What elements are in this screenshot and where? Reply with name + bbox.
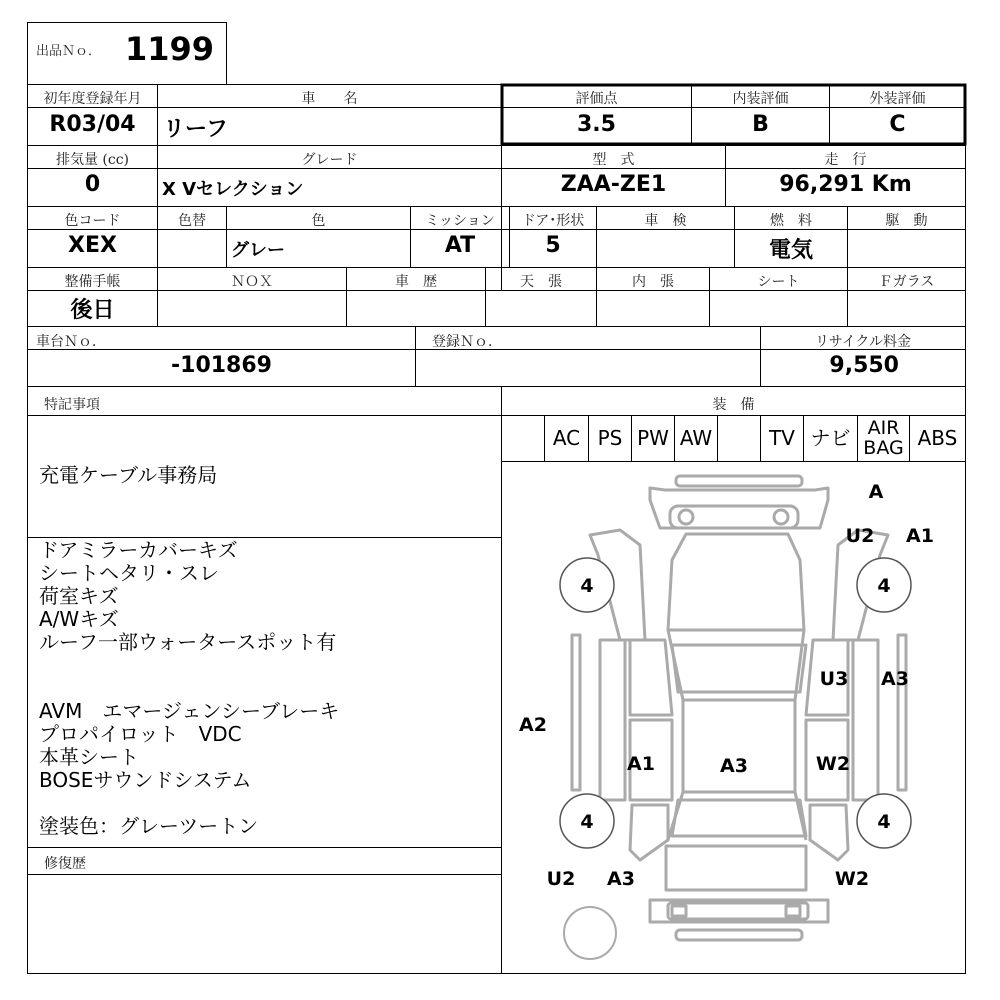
mileage-value: 96,291 Km: [779, 172, 912, 197]
remarks-line: 荷室キズ: [39, 584, 119, 608]
mission-value: AT: [444, 233, 476, 258]
spare-tire-icon: [564, 907, 616, 959]
tire-front-right-value: 4: [877, 575, 891, 597]
equipment-tv: TV: [769, 426, 795, 450]
remarks-top-line: 充電ケーブル事務局: [39, 463, 218, 487]
damage-mark: A3: [607, 868, 635, 890]
exterior-value: C: [889, 112, 906, 137]
lot-label: 出品Ｎｏ．: [36, 44, 102, 59]
interior-value: B: [752, 112, 769, 137]
equipment-ps: PS: [597, 426, 623, 450]
grade-label: グレード: [301, 152, 358, 168]
mileage-label: 走 行: [824, 152, 867, 168]
damage-mark: A: [868, 481, 884, 503]
equipment-airbag: AIR BAG: [863, 417, 904, 459]
registration-label: 登録Ｎｏ．: [432, 334, 502, 350]
remarks-line: AVM エマージェンシーブレーキ: [39, 699, 340, 723]
remarks-line: BOSEサウンドシステム: [39, 768, 252, 792]
interior-trim-label: 内 張: [632, 274, 674, 290]
car-name-value: リーフ: [163, 117, 228, 142]
color-code-value: XEX: [68, 233, 117, 258]
damage-mark: A3: [881, 668, 909, 690]
equipment-abs: ABS: [917, 426, 958, 450]
lot-number: 1199: [125, 30, 215, 68]
doors-label: ドア･形状: [521, 213, 585, 229]
equipment-label: 装 備: [712, 397, 755, 413]
maintenance-label: 整備手帳: [64, 274, 121, 290]
seat-label: シート: [757, 274, 800, 290]
damage-mark: U3: [819, 668, 849, 690]
damage-mark: A1: [906, 525, 934, 547]
car-diagram: [502, 462, 965, 973]
first-reg-label: 初年度登録年月: [43, 91, 142, 107]
grade-value: X Vセレクション: [162, 179, 304, 200]
displacement-value: 0: [84, 172, 101, 197]
fglass-label: Ｆガラス: [878, 274, 935, 290]
repair-label: 修復歴: [44, 856, 86, 872]
remarks-line: プロパイロット VDC: [39, 722, 242, 746]
doors-value: 5: [545, 233, 561, 258]
equipment-pw: PW: [637, 426, 669, 450]
mission-label: ミッション: [425, 213, 495, 229]
score-label: 評価点: [575, 91, 618, 107]
score-value: 3.5: [577, 112, 616, 137]
damage-mark: A3: [720, 755, 748, 777]
maintenance-value: 後日: [70, 298, 115, 323]
color-change-label: 色替: [178, 213, 206, 229]
color-value: グレー: [231, 240, 285, 261]
model-label: 型 式: [592, 152, 635, 168]
tire-rear-left-value: 4: [580, 811, 594, 833]
tire-front-left-value: 4: [580, 575, 594, 597]
drive-label: 駆 動: [885, 213, 928, 229]
chassis-value: -101869: [171, 353, 272, 378]
interior-label: 内装評価: [732, 91, 789, 107]
chassis-label: 車台Ｎｏ．: [36, 334, 106, 350]
recycle-label: リサイクル料金: [814, 334, 912, 350]
damage-mark: W2: [815, 753, 851, 775]
roof-label: 天 張: [520, 274, 562, 290]
color-code-label: 色コード: [64, 213, 121, 229]
exterior-label: 外装評価: [869, 91, 926, 107]
fuel-value: 電気: [768, 238, 813, 263]
color-label: 色: [311, 213, 326, 229]
remarks-line: 塗装色：グレーツートン: [39, 814, 259, 838]
equipment-aw: AW: [679, 426, 713, 450]
displacement-label: 排気量 (cc): [55, 152, 130, 168]
model-value: ZAA-ZE1: [560, 172, 667, 197]
remarks-line: A/Wキズ: [39, 607, 119, 631]
equipment-ac: AC: [552, 426, 581, 450]
car-name-label: 車 名: [301, 91, 358, 107]
nox-label: ＮＯＸ: [231, 274, 273, 290]
remarks-line: 本革シート: [39, 745, 139, 769]
history-label: 車 歴: [395, 274, 437, 290]
remarks-label: 特記事項: [44, 397, 100, 413]
damage-mark: W2: [834, 868, 870, 890]
damage-mark: A1: [627, 753, 655, 775]
damage-mark: A2: [519, 714, 547, 736]
remarks-line: シートヘタリ・スレ: [39, 561, 219, 585]
remarks-line: ドアミラーカバーキズ: [39, 538, 238, 562]
remarks-line: ルーフ一部ウォータースポット有: [39, 630, 337, 654]
damage-mark: U2: [546, 868, 576, 890]
damage-mark: U2: [845, 525, 875, 547]
inspection-label: 車 検: [644, 213, 687, 229]
equipment-navi: ナビ: [810, 426, 851, 450]
recycle-value: 9,550: [829, 353, 899, 378]
first-reg-value: R03/04: [49, 112, 136, 137]
fuel-label: 燃 料: [770, 213, 812, 229]
tire-rear-right-value: 4: [877, 811, 891, 833]
